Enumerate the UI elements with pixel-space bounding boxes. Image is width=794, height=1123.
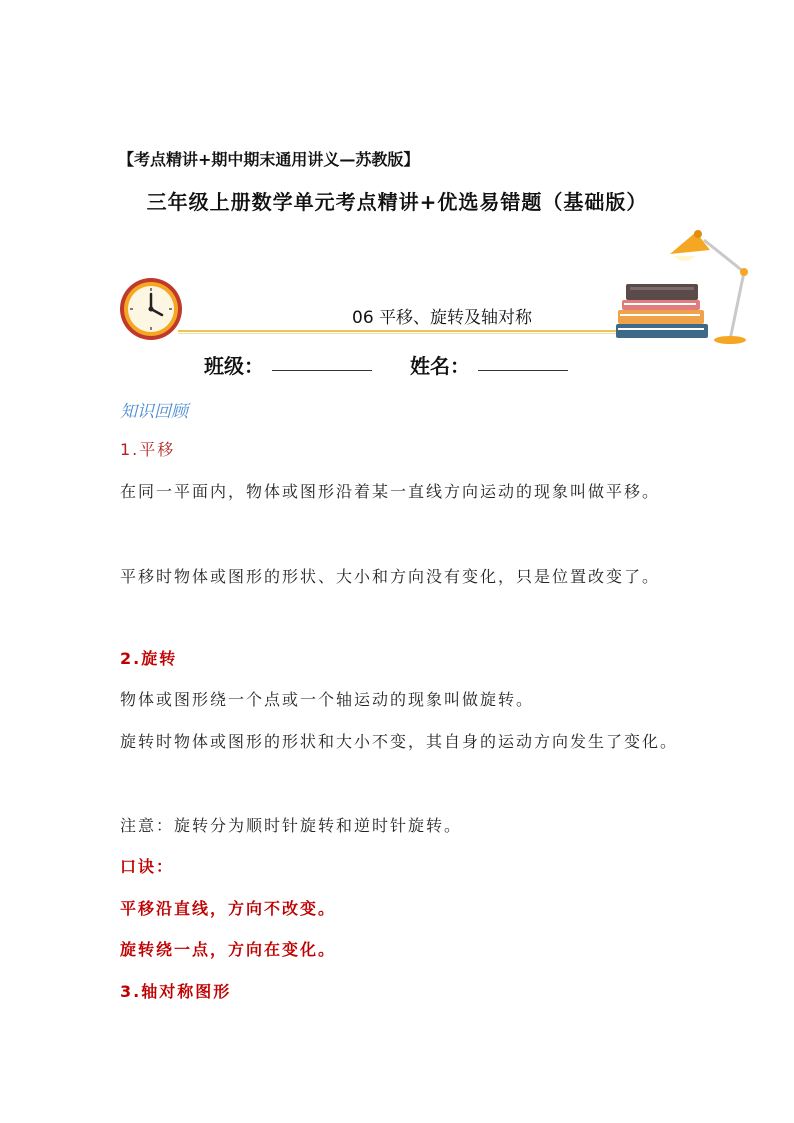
chapter-title: 06 平移、旋转及轴对称 [352,308,533,328]
class-input-line[interactable] [272,370,372,371]
section-1-paragraph-1: 在同一平面内，物体或图形沿着某一直线方向运动的现象叫做平移。 [120,482,661,501]
document-header-tag: 【考点精讲+期中期末通用讲义—苏教版】 [118,150,420,169]
document-title: 三年级上册数学单元考点精讲+优选易错题（基础版） [146,190,648,214]
section-2-title: 2.旋转 [120,649,178,668]
section-2-note: 注意：旋转分为顺时针旋转和逆时针旋转。 [120,816,463,835]
section-1-title: 1.平移 [120,440,176,459]
books-lamp-icon [612,222,754,346]
rhyme-line-1: 平移沿直线，方向不改变。 [120,899,337,918]
section-2-paragraph-2: 旋转时物体或图形的形状和大小不变，其自身的运动方向发生了变化。 [120,732,679,751]
banner-divider [178,330,628,332]
rhyme-line-2: 旋转绕一点，方向在变化。 [120,940,337,959]
section-3-title: 3.轴对称图形 [120,982,232,1001]
clock-icon [118,276,184,342]
name-input-line[interactable] [478,370,568,371]
name-label: 姓名： [410,354,470,378]
review-heading: 知识回顾 [120,402,188,422]
class-label: 班级： [204,354,264,378]
rhyme-label: 口诀： [120,857,175,876]
banner-divider-shadow [178,333,628,334]
section-2-paragraph-1: 物体或图形绕一个点或一个轴运动的现象叫做旋转。 [120,690,535,709]
section-1-paragraph-2: 平移时物体或图形的形状、大小和方向没有变化，只是位置改变了。 [120,567,661,586]
